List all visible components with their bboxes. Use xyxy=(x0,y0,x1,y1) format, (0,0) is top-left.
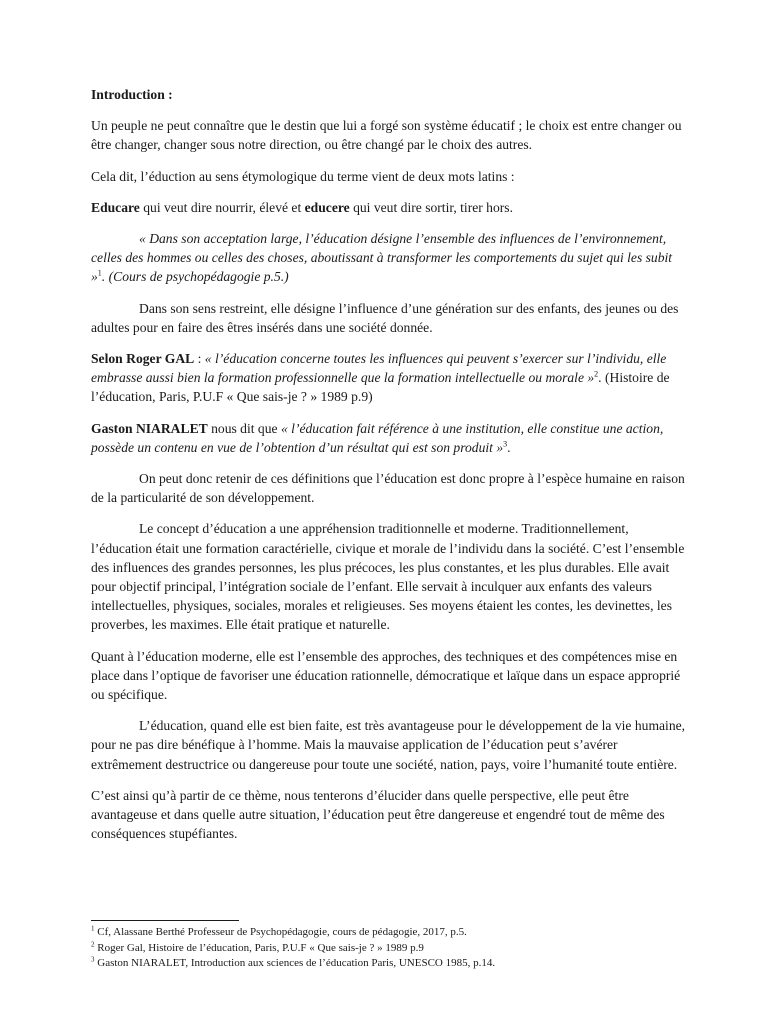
footnote-1 xyxy=(91,925,691,941)
paragraph-7 xyxy=(91,419,687,457)
term-educare: Educare xyxy=(91,199,140,215)
separator: : xyxy=(194,351,205,367)
section-heading: Introduction : xyxy=(91,87,173,102)
author-gaston-niaralet: Gaston NIARALET xyxy=(91,420,208,436)
paragraph-8: On peut donc retenir de ces définitions que l’éducation est donc propre à l’espèce humaine en raison de la particularité de son développement. xyxy=(91,471,685,506)
paragraph-5: Dans son sens restreint, elle désigne l’influence d’une génération sur des enfants, des jeunes ou des adultes pour en faire des êtres insérés dans une société donnée. xyxy=(91,300,679,335)
paragraph-7-tail: . xyxy=(507,439,511,455)
paragraph-6 xyxy=(91,349,687,407)
citation-2: . (Histoire de l’éducation, Paris, P.U.F « Que sais-je ? » 1989 p.9) xyxy=(91,370,670,405)
footnote-number: 2 xyxy=(91,939,95,948)
document-body xyxy=(91,85,687,856)
paragraph-10: Quant à l’éducation moderne, elle est l’ensemble des approches, des techniques et des compétences mise en place dans l’optique de favoriser une éducation rationnelle, démocratique et laïque dans un espace approprié ou spécifique. xyxy=(91,648,681,703)
footnote-ref-1[interactable]: 1 xyxy=(97,268,102,278)
paragraph-7-text: nous dit que xyxy=(207,420,281,436)
footnotes xyxy=(91,920,691,972)
footnote-ref-2[interactable]: 2 xyxy=(594,369,599,379)
footnote-text: Roger Gal, Histoire de l’éducation, Paris, P.U.F « Que sais-je ? » 1989 p.9 xyxy=(94,941,424,954)
paragraph-3-text-2: qui veut dire sortir, tirer hors. xyxy=(349,199,513,215)
citation-1: . (Cours de psychopédagogie p.5.) xyxy=(101,269,289,285)
quote-2: « l’éducation concerne toutes les influences qui peuvent s’exercer sur l’individu, elle embrasse aussi bien la formation professionnelle que la formation intellectuelle ou morale » xyxy=(91,351,667,386)
paragraph-11: L’éducation, quand elle est bien faite, est très avantageuse pour le développement de la vie humaine, pour ne pas dire bénéfique à l’homme. Mais la mauvaise application de l’éducation peut s’avérer extrêmement destructrice ou dangereuse pour toute une société, nation, pays, voire l’humanité toute entière. xyxy=(91,718,686,772)
footnote-divider xyxy=(91,920,239,921)
quote-1: « Dans son acceptation large, l’éducation désigne l’ensemble des influences de l’environnement, celles des hommes ou celles des choses, aboutissant à transformer les comportements du sujet qui les subit » xyxy=(91,231,673,285)
footnote-number: 3 xyxy=(91,955,95,964)
paragraph-9: Le concept d’éducation a une appréhension traditionnelle et moderne. Traditionnellement, l’éducation était une formation caractérielle, civique et morale de l’individu dans la société. C’est l’ensemble des influences des grandes personnes, les plus précoces, les plus constantes, et les plus durables. Elle avait pour objectif principal, l’intégration sociale de l’enfant. Elle servait à inculquer aux enfants des valeurs intellectuelles, physiques, sociales, morales et religieuses. Ses moyens étaient les contes, les devinettes, les proverbes, les maximes. Elle était pratique et naturelle. xyxy=(91,521,685,633)
footnote-3 xyxy=(91,956,691,972)
paragraph-3-text-1: qui veut dire nourrir, élevé et xyxy=(139,199,305,215)
paragraph-2: Cela dit, l’éduction au sens étymologique du terme vient de deux mots latins : xyxy=(91,168,515,184)
paragraph-12: C’est ainsi qu’à partir de ce thème, nous tenterons d’élucider dans quelle perspective, elle peut être avantageuse et dans quelle autre situation, l’éducation peut être dangereuse et engendré tout de même des conséquences stupéfiantes. xyxy=(91,787,665,842)
term-educere: educere xyxy=(304,199,350,215)
footnote-ref-3[interactable]: 3 xyxy=(503,439,508,449)
quote-3: « l’éducation fait référence à une institution, elle constitue une action, possède un contenu en vue de l’obtention d’un résultat qui est son produit » xyxy=(91,420,664,455)
author-roger-gal: Selon Roger GAL xyxy=(91,351,195,367)
paragraph-1: Un peuple ne peut connaître que le destin que lui a forgé son système éducatif ; le choix est entre changer ou être changer, changer sous notre direction, ou être changé par le choix des autres. xyxy=(91,118,682,153)
paragraph-4 xyxy=(91,229,687,287)
footnote-text: Cf, Alassane Berthé Professeur de Psychopédagogie, cours de pédagogie, 2017, p.5. xyxy=(94,926,467,938)
paragraph-3 xyxy=(91,198,687,217)
footnote-number: 1 xyxy=(91,924,95,933)
footnote-text: Gaston NIARALET, Introduction aux sciences de l’éducation Paris, UNESCO 1985, p.14. xyxy=(94,957,496,969)
footnote-2 xyxy=(91,941,691,957)
